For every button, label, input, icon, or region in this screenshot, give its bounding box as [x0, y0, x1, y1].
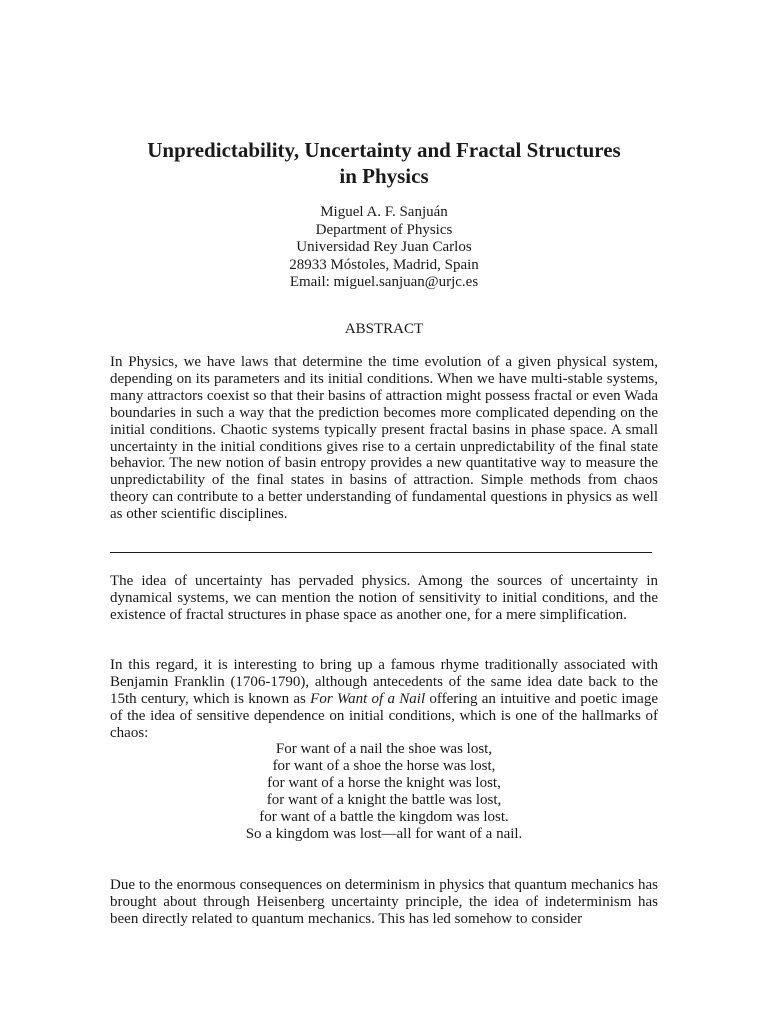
rhyme-poem [110, 741, 658, 842]
author-address: 28933 Móstoles, Madrid, Spain [289, 256, 479, 273]
rhyme-title: For Want of a Nail [310, 690, 426, 707]
section-divider [110, 552, 652, 553]
paper-title-line-1: Unpredictability, Uncertainty and Fractal Structures [147, 138, 621, 162]
poem-line: for want of a shoe the horse was lost, [272, 757, 496, 774]
franklin-paragraph [110, 657, 658, 742]
author-name: Miguel A. F. Sanjuán [320, 204, 448, 220]
franklin-text-after: offering an intuitive and poetic image of the idea of sensitive dependence on initial conditions, which is one of the hallmarks of chaos: [110, 690, 658, 741]
poem-line: for want of a knight the battle was lost, [266, 791, 502, 808]
paper-title-line-2: in Physics [339, 164, 429, 188]
poem-line: So a kingdom was lost—all for want of a nail. [245, 825, 523, 842]
poem-line: for want of a horse the knight was lost, [267, 774, 501, 791]
poem-line: For want of a nail the shoe was lost, [275, 741, 493, 757]
paper-title [60, 137, 708, 189]
abstract-heading: ABSTRACT [344, 321, 424, 337]
quantum-paragraph: Due to the enormous consequences on determinism in physics that quantum mechanics has brought about through Heisenberg uncertainty principle, the idea of indeterminism has been directly related to quantum mechanics. This has led somehow to consider [110, 877, 658, 927]
intro-paragraph: The idea of uncertainty has pervaded physics. Among the sources of uncertainty in dynamical systems, we can mention the notion of sensitivity to initial conditions, and the existence of fractal structures in phase space as another one, for a mere simplification. [110, 573, 658, 623]
author-university: Universidad Rey Juan Carlos [296, 239, 472, 255]
author-email: Email: miguel.sanjuan@urjc.es [289, 274, 479, 290]
franklin-text-before: In this regard, it is interesting to bring up a famous rhyme traditionally associated with Benjamin Franklin (1706-1790), although antecedents of the same idea date back to the 15th century, which is known as [110, 657, 658, 707]
poem-line: for want of a battle the kingdom was lost. [259, 808, 509, 825]
abstract-text: In Physics, we have laws that determine the time evolution of a given physical system, depending on its parameters and its initial conditions. When we have multi-stable systems, many attractors coexist so that their basins of attraction might possess fractal or even Wada boundaries in such a way that the prediction becomes more complicated depending on the initial conditions. Chaotic systems typically present fractal basins in phase space. A small uncertainty in the initial conditions gives rise to a certain unpredictability of the final state behavior. The new notion of basin entropy provides a new quantitative way to measure the unpredictability of the final states in basins of attraction. Simple methods from chaos theory can contribute to a better understanding of fundamental questions in physics as well as other scientific disciplines. [110, 354, 658, 523]
author-department: Department of Physics [315, 221, 453, 238]
author-block [60, 204, 708, 292]
